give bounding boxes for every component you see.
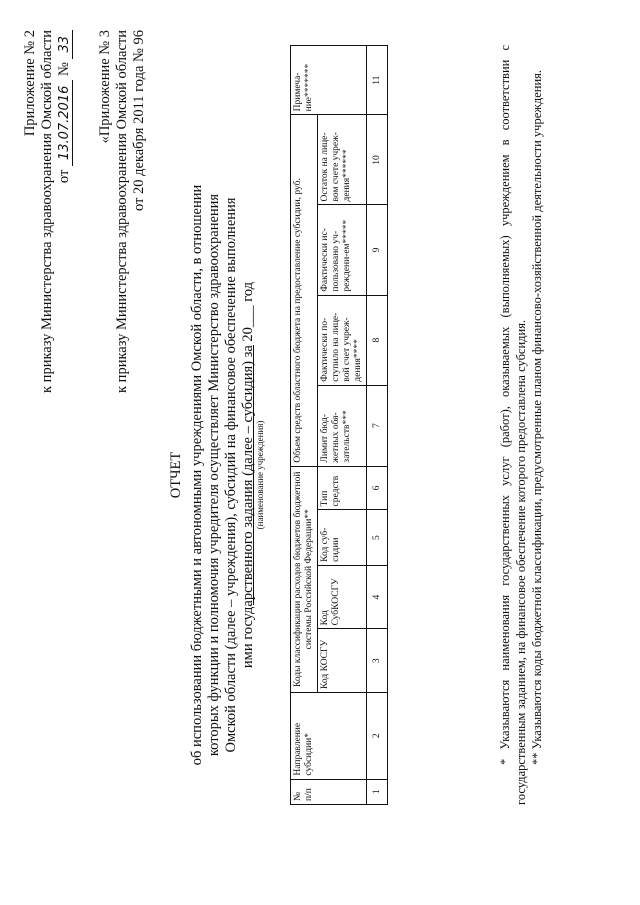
report-subtitle-line-1: об использовании бюджетными и автономными учреждениями Омской области, в отношении xyxy=(189,184,205,766)
header-row-number: № п/п xyxy=(291,779,367,804)
institution-name-line xyxy=(253,345,254,605)
column-number: 1 xyxy=(367,779,388,804)
original-appendix-header xyxy=(97,30,148,393)
report-title: ОТЧЕТ xyxy=(168,451,184,499)
header-received-amount: Фактически по-ступило на лице-вой счет учреж-дения**** xyxy=(318,295,367,385)
appendix-date-line xyxy=(56,30,73,393)
institution-name-caption: (наименование учреждения) xyxy=(255,420,265,530)
header-note: Примеча-ние******* xyxy=(291,46,367,115)
table-subheader-row xyxy=(318,46,367,805)
header-subsidy-code: Код суб-сидии xyxy=(318,510,367,565)
column-number-row xyxy=(367,46,388,805)
column-number: 11 xyxy=(367,46,388,115)
report-title-block xyxy=(168,175,257,775)
header-used-amount: Фактически ис-пользовано уч-реждени-ем***** xyxy=(318,205,367,295)
report-subtitle-line-4: ими государственного задания (далее – субсидия) за 20___ год xyxy=(240,281,256,669)
appendix-header xyxy=(22,30,73,393)
institution-name-field xyxy=(253,345,265,605)
header-kosgu-code: Код КОСГУ xyxy=(318,629,367,693)
report-subtitle-line-2: которых функции и полномочия учредителя осуществляет Министерство здравоохранения xyxy=(206,193,222,757)
column-number: 8 xyxy=(367,295,388,385)
header-balance-amount: Остаток на лице-вом счете учреж-дения****** xyxy=(318,115,367,205)
report-subtitle-line-3: Омской области (далее – учреждения), субсидий на финансовое обеспечение выполнения xyxy=(223,197,239,753)
footnotes xyxy=(497,45,545,805)
number-label: № xyxy=(56,62,72,77)
from-label: от xyxy=(56,169,72,184)
report-table xyxy=(290,45,388,805)
table-header-row xyxy=(291,46,318,805)
header-fund-type: Тип средств xyxy=(318,466,367,510)
original-order-reference: к приказу Министерства здравоохранения Омской области xyxy=(114,30,130,393)
header-classification-codes: Коды классификации расходов бюджетов бюджетной системы Российской Федерации** xyxy=(291,466,318,692)
column-number: 4 xyxy=(367,565,388,629)
original-order-date: от 20 декабря 2011 года № 96 xyxy=(131,30,147,212)
header-obligations-limit: Лимит бюд-жетных обя-зательств*** xyxy=(318,385,367,466)
handwritten-number: 33 xyxy=(57,30,73,59)
column-number: 5 xyxy=(367,510,388,565)
header-subsidy-direction: Направление субсидии* xyxy=(291,692,367,779)
column-number: 2 xyxy=(367,692,388,779)
column-number: 9 xyxy=(367,205,388,295)
column-number: 7 xyxy=(367,385,388,466)
footnote-1: * Указываются наименования государственных услуг (работ), оказываемых (выполняемых) учреждением в соответствии с государственным заданием, на финансовое обеспечение которого предоставлена субсидия. xyxy=(498,45,528,805)
appendix-number: Приложение № 2 xyxy=(22,30,38,137)
handwritten-date: 13.07.2016 xyxy=(57,80,73,166)
header-budget-volume: Объем средств областного бюджета на предоставление субсидии, руб. xyxy=(291,115,318,466)
column-number: 10 xyxy=(367,115,388,205)
appendix-order-reference: к приказу Министерства здравоохранения Омской области xyxy=(39,30,55,393)
original-appendix-number: «Приложение № 3 xyxy=(97,30,113,144)
header-subkosgu-code: Код СубКОСГУ xyxy=(318,565,367,629)
footnote-2: ** Указываются коды бюджетной классификации, предусмотренные планом финансово-хозяйственной деятельности учреждения. xyxy=(530,69,544,765)
column-number: 3 xyxy=(367,629,388,693)
column-number: 6 xyxy=(367,466,388,510)
